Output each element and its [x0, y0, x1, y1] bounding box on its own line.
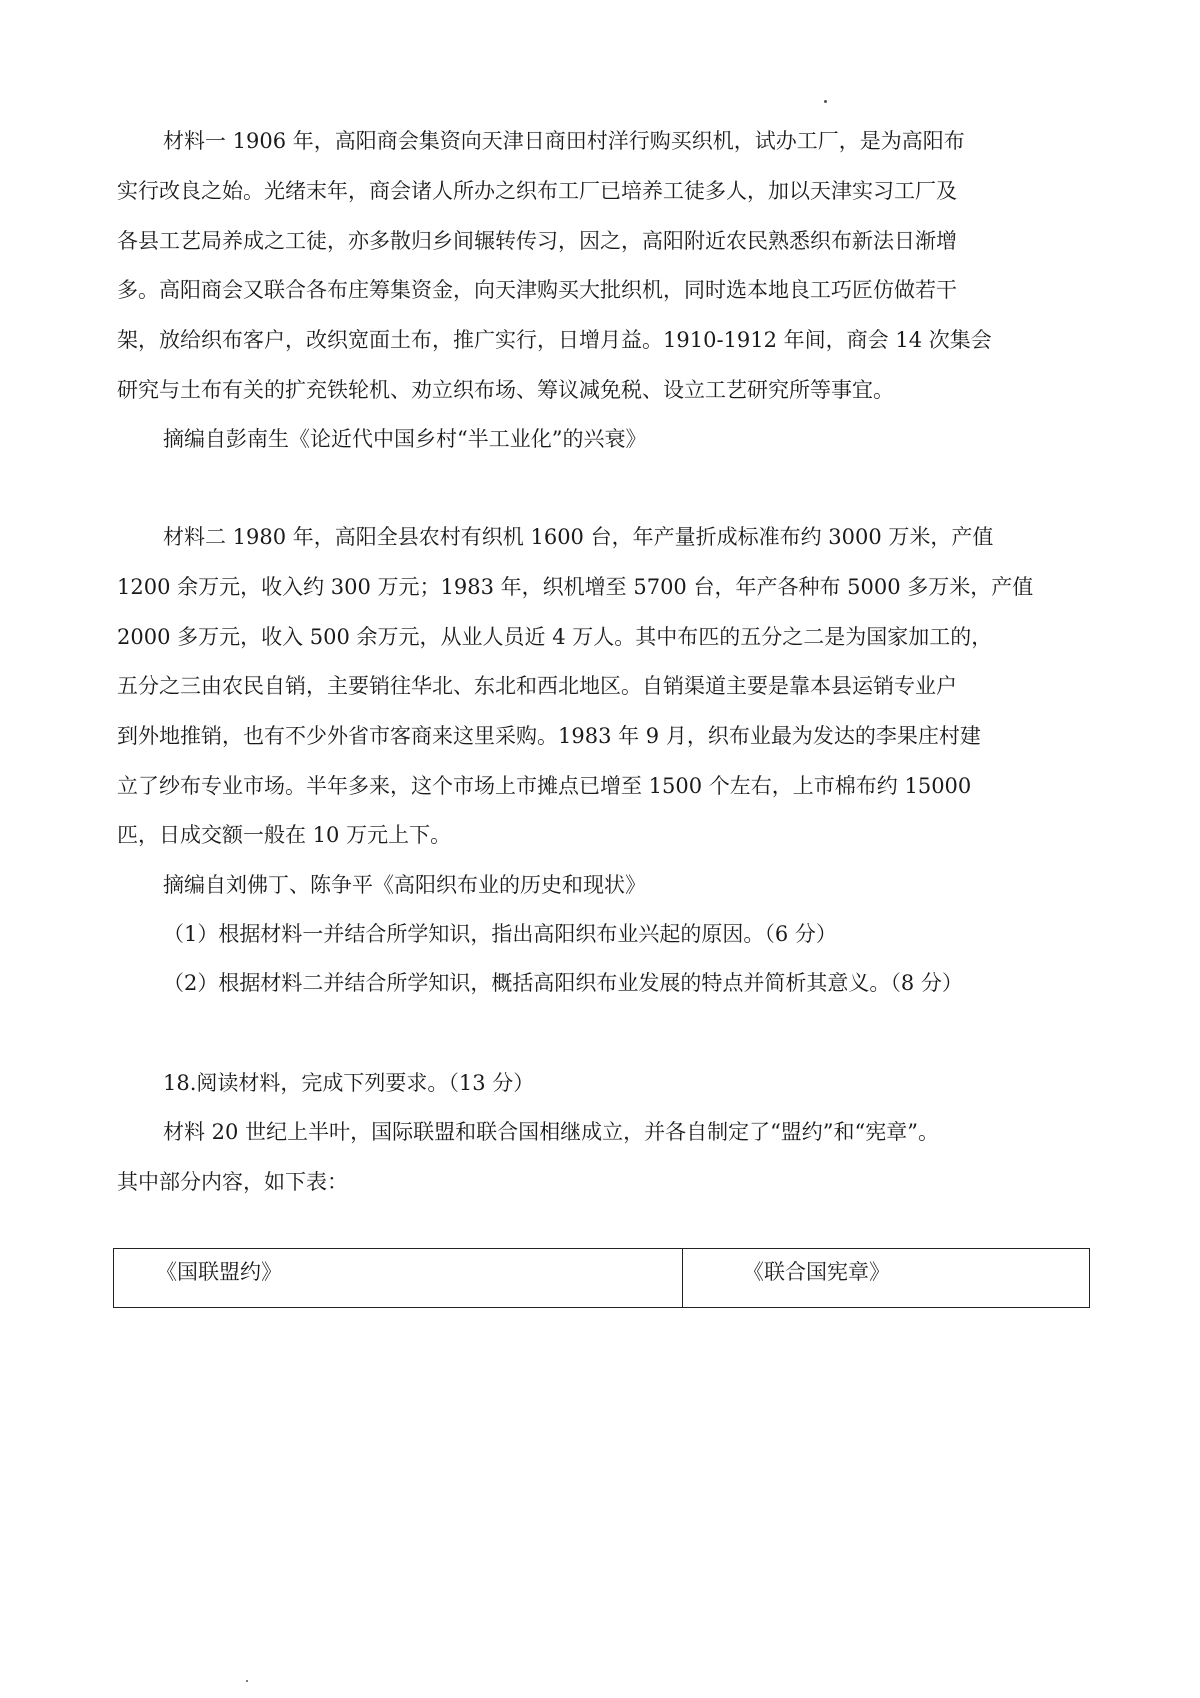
table-header-un-charter: 《联合国宪章》	[683, 1249, 1090, 1308]
material-one-line: 架，放给织布客户，改织宽面土布，推广实行，日增月益。1910-1912 年间，商会 14 次集会	[117, 328, 992, 352]
question-18-title: 18.阅读材料，完成下列要求。（13 分）	[163, 1071, 535, 1095]
question-2: （2）根据材料二并结合所学知识，概括高阳织布业发展的特点并简析其意义。（8 分）	[163, 971, 963, 995]
scan-speck	[246, 1680, 248, 1682]
material-two-line: 匹，日成交额一般在 10 万元上下。	[117, 823, 452, 847]
table-header-league-covenant: 《国联盟约》	[114, 1249, 683, 1308]
material-two-line: 1200 余万元，收入约 300 万元；1983 年，织机增至 5700 台，年产各种布 5000 多万米，产值	[117, 575, 1034, 599]
material-one-line: 实行改良之始。光绪末年，商会诸人所办之织布工厂已培养工徒多人，加以天津实习工厂及	[117, 179, 957, 203]
covenant-charter-table	[113, 1248, 1090, 1308]
material-two-line: 材料二 1980 年，高阳全县农村有织机 1600 台，年产量折成标准布约 3000 万米，产值	[163, 525, 994, 549]
material-one-line: 材料一 1906 年，高阳商会集资向天津日商田村洋行购买织机，试办工厂，是为高阳布	[163, 129, 965, 153]
table-row	[114, 1249, 1090, 1308]
material-two-line: 2000 多万元，收入 500 余万元，从业人员近 4 万人。其中布匹的五分之二是为国家加工的，	[117, 625, 993, 649]
scan-speck	[824, 100, 827, 103]
question-18-material-line: 其中部分内容，如下表：	[117, 1170, 348, 1194]
material-one-line: 各县工艺局养成之工徒，亦多散归乡间辗转传习，因之，高阳附近农民熟悉织布新法日渐增	[117, 229, 957, 253]
material-two-line: 五分之三由农民自销，主要销往华北、东北和西北地区。自销渠道主要是靠本县运销专业户	[117, 674, 957, 698]
material-two-line: 立了纱布专业市场。半年多来，这个市场上市摊点已增至 1500 个左右，上市棉布约 15000	[117, 774, 972, 798]
material-one-source: 摘编自彭南生《论近代中国乡村“半工业化”的兴衰》	[163, 427, 647, 451]
material-one-line: 多。高阳商会又联合各布庄筹集资金，向天津购买大批织机，同时选本地良工巧匠仿做若干	[117, 278, 957, 302]
material-two-source: 摘编自刘佛丁、陈争平《高阳织布业的历史和现状》	[163, 873, 646, 897]
material-two-line: 到外地推销，也有不少外省市客商来这里采购。1983 年 9 月，织布业最为发达的李果庄村建	[117, 724, 981, 748]
material-one-line: 研究与土布有关的扩充铁轮机、劝立织布场、筹议减免税、设立工艺研究所等事宜。	[117, 378, 894, 402]
question-1: （1）根据材料一并结合所学知识，指出高阳织布业兴起的原因。（6 分）	[163, 922, 837, 946]
question-18-material-line: 材料 20 世纪上半叶，国际联盟和联合国相继成立，并各自制定了“盟约”和“宪章”。	[163, 1120, 940, 1144]
